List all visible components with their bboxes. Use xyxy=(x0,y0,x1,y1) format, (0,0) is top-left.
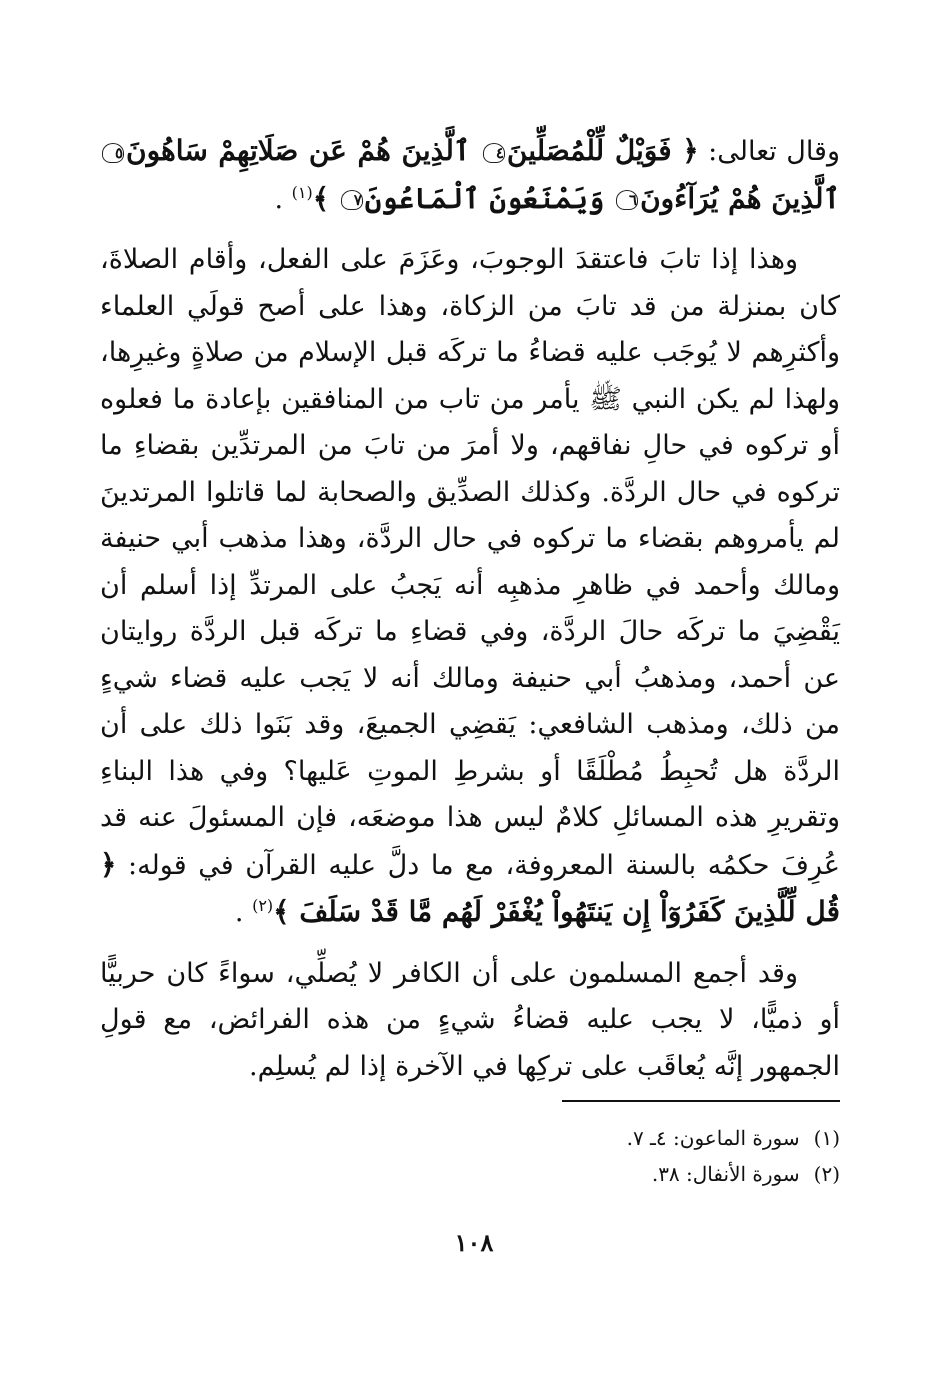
paragraph-quran-maun xyxy=(100,128,840,223)
footnote-number: (٢) xyxy=(813,1162,840,1186)
paragraph-text: وقد أجمع المسلمون على أن الكافر لا يُصلِّي، سواءً كان حربيًّا أو ذميًّا، لا يجب عليه قضاءُ شيءٍ من هذه الفرائض، مع قولِ الجمهور إنَّه يُعاقَب على تركِها في الآخرة إذا لم يُسلِم. xyxy=(100,957,840,1082)
ayah-number-marker: ٦ xyxy=(616,190,638,210)
verse-close-bracket: ﴾ xyxy=(312,181,339,215)
paragraph-consensus xyxy=(100,951,840,1091)
footnote-reference: (٢) xyxy=(252,896,274,915)
quran-verse-anfal: ﴿ قُل لِّلَّذِينَ كَفَرُوٓاْ إِن يَنتَهُواْ يُغْفَرْ لَهُم مَّا قَدْ سَلَفَ ﴾ xyxy=(100,847,840,928)
ayah-number-marker: ٤ xyxy=(483,143,505,163)
page-number: ١٠٨ xyxy=(454,1228,494,1257)
footnote-text: سورة الأنفال: ٣٨. xyxy=(651,1162,800,1186)
footnote-number: (١) xyxy=(813,1126,840,1150)
footnote-text: سورة الماعون: ٤ـ ٧. xyxy=(626,1126,800,1150)
footnote-item xyxy=(100,1156,840,1192)
footnotes xyxy=(100,1120,840,1192)
footnote-separator xyxy=(562,1100,840,1102)
verse-segment: ﴿ فَوَيْلٌ لِّلْمُصَلِّينَ xyxy=(506,134,699,167)
footnote-item xyxy=(100,1120,840,1156)
paragraph-end: . xyxy=(274,183,292,215)
paragraph-intro: وقال تعالى: xyxy=(698,136,840,167)
ayah-number-marker: ٥ xyxy=(102,143,124,163)
ayah-number-marker: ٧ xyxy=(341,190,363,210)
page-body xyxy=(100,128,840,1186)
paragraph-end: . xyxy=(234,897,253,928)
verse-segment: وَيَمْنَعُونَ ٱلْمَاعُونَ xyxy=(364,181,605,215)
paragraph-text: وهذا إذا تابَ فاعتقدَ الوجوبَ، وعَزَمَ على الفعل، وأقام الصلاةَ، كان بمنزلة من قد تابَ من الزكاة، وهذا على أصح قولَي العلماء وأكثرِهم لا يُوجَب عليه قضاءُ ما تركَه قبل الإسلام من صلاةٍ وغيرِها، ولهذا لم يكن النبي ﷺ يأمر من تاب من المنافقين بإعادة ما فعلوه أو تركوه في حالِ نفاقهم، ولا أمرَ من تابَ من المرتدِّين بقضاءِ ما تركوه في حال الردَّة. وكذلك الصدِّيق والصحابة لما قاتلوا المرتدينَ لم يأمروهم بقضاء ما تركوه في حال الردَّة، وهذا مذهب أبي حنيفة ومالك وأحمد في ظاهرِ مذهبِه أنه يَجبُ على المرتدِّ إذا أسلم أن يَقْضِيَ ما تركَه حالَ الردَّة، وفي قضاءِ ما تركَه قبل الردَّة روايتان عن أحمد، ومذهبُ أبي حنيفة ومالك أنه لا يَجب عليه قضاء شيءٍ من ذلك، ومذهب الشافعي: يَقضِي الجميعَ، وقد بَنَوا ذلك على أن الردَّة هل تُحبِطُ مُطْلَقًا أو بشرطِ الموتِ عَليها؟ وفي هذا البناءِ وتقريرِ هذه المسائلِ كلامٌ ليس هذا موضعَه، فإن المسئولَ عنه قد عُرِفَ حكمُه بالسنة المعروفة، مع ما دلَّ عليه القرآن في قوله: xyxy=(100,244,840,881)
verse-segment: ٱلَّذِينَ هُمْ يُرَآءُونَ xyxy=(640,181,840,215)
footnote-reference: (١) xyxy=(291,182,313,202)
paragraph-apostasy-ruling xyxy=(100,237,840,937)
verse-segment: ٱلَّذِينَ هُمْ عَن صَلَاتِهِمْ سَاهُونَ xyxy=(126,134,471,167)
